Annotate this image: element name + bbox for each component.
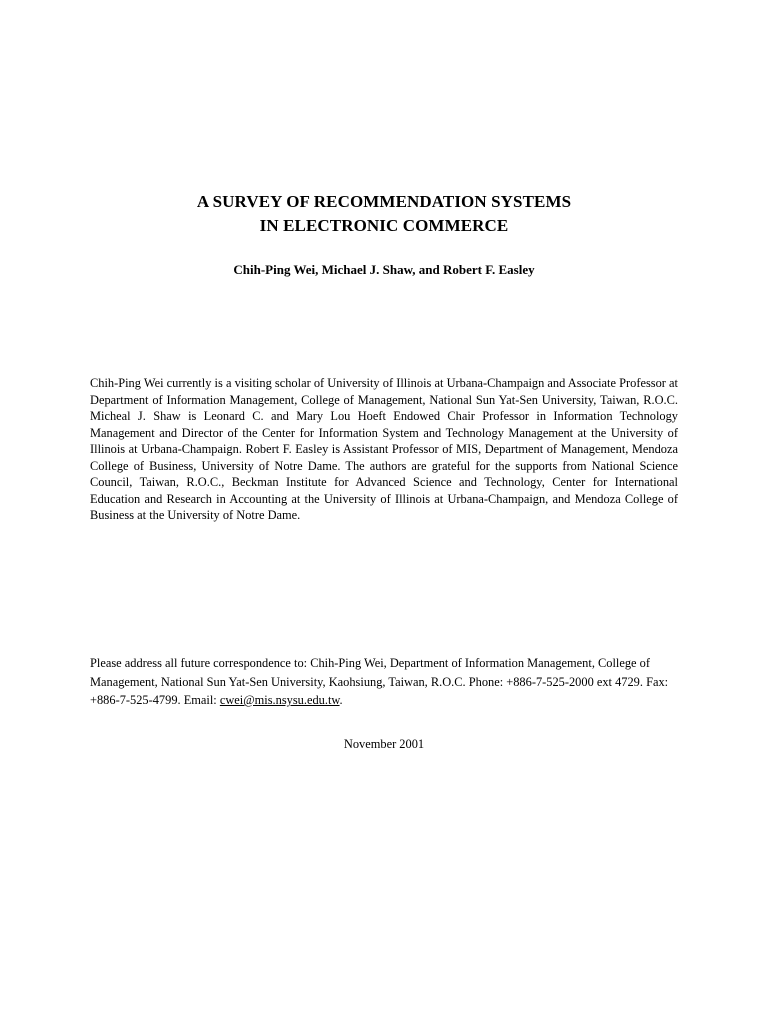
author-biography-paragraph: Chih-Ping Wei currently is a visiting scholar of University of Illinois at Urbana-Champaign and Associate Professor at Department of Information Management, College of Management, National Sun Yat-Sen University, Taiwan, R.O.C. Micheal J. Shaw is Leonard C. and Mary Lou Hoeft Endowed Chair Professor in Information Technology Management and Director of the Center for Information System and Technology Management at the University of Illinois at Urbana-Champaign. Robert F. Easley is Assistant Professor of MIS, Department of Management, Mendoza College of Business, University of Notre Dame. The authors are grateful for the supports from National Science Council, Taiwan, R.O.C., Beckman Institute for Advanced Science and Technology, Center for International Education and Research in Accounting at the University of Illinois at Urbana-Champaign, and Mendoza College of Business at the University of Notre Dame. — [90, 376, 678, 522]
email-link[interactable]: cwei@mis.nsysu.edu.tw — [219, 693, 340, 707]
correspondence-paragraph — [90, 654, 678, 710]
correspondence-text: Please address all future correspondence to: Chih-Ping Wei, Department of Information Management, College of Management, National Sun Yat-Sen University, Kaohsiung, Taiwan, R.O.C. Phone: +886-7-525-2000 ext 4729. Fax: +886-7-525-4799. Email: — [90, 656, 669, 707]
author-list: Chih-Ping Wei, Michael J. Shaw, and Robert F. Easley — [233, 262, 535, 277]
correspondence-trailing: . — [339, 693, 343, 707]
publication-date: November 2001 — [343, 737, 425, 751]
paper-title-line-2: IN ELECTRONIC COMMERCE — [259, 216, 509, 235]
paper-title — [0, 190, 768, 238]
paper-title-line-1: A SURVEY OF RECOMMENDATION SYSTEMS — [196, 192, 572, 211]
